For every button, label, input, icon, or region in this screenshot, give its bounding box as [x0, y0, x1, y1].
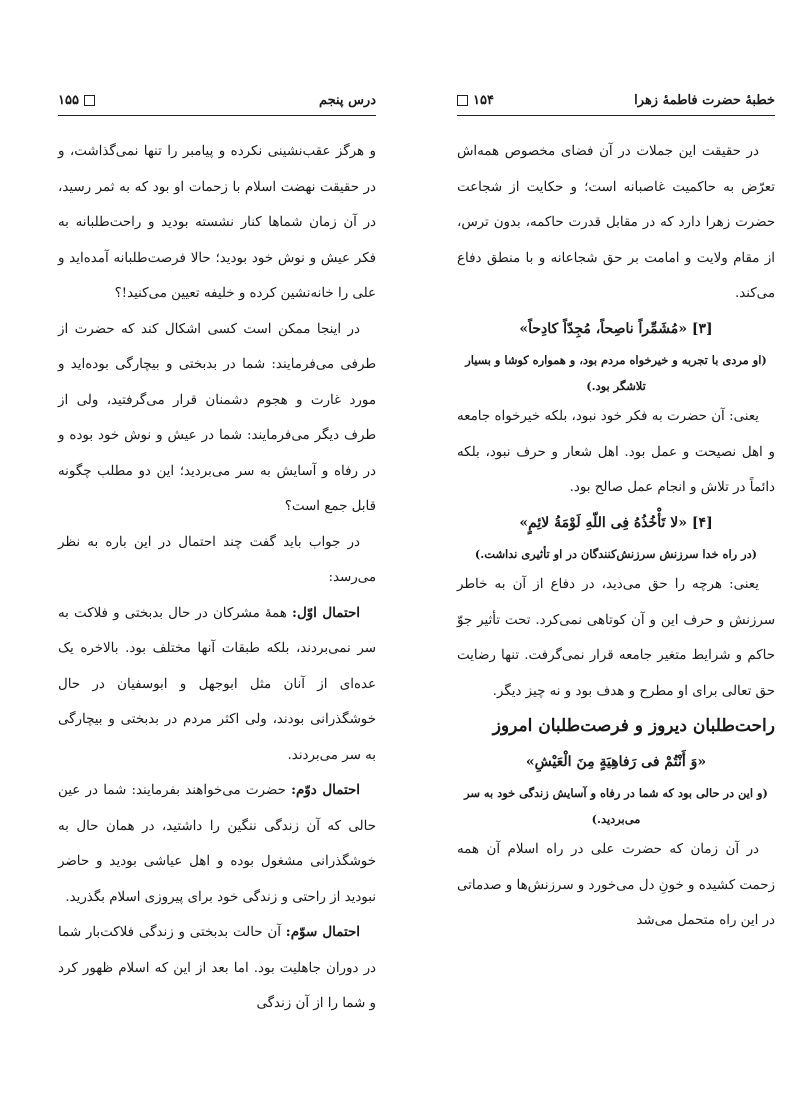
page-number-block: [58, 93, 95, 108]
quote-arabic: [۳] «مُشَمِّراً ناصِحاً، مُجِدّاً کادِحاً»: [519, 320, 713, 337]
term-label: احتمال سوّم:: [285, 924, 361, 940]
paragraph-text: همهٔ مشرکان در حال بدبختی و فلاکت به سر نمی‌بردند، بلکه طبقات آنها مختلف بود. بالاخره یک عده‌ای از آنان مثل ابوجهل و ابوسفیان در حال خوشگذرانی بودند، ولی اکثر مردم در بدبختی و بیچارگی به سر می‌بردند.: [58, 605, 376, 763]
quote-translation: (در راه خدا سرزنش سرزنش‌کنندگان در او تأثیری نداشت.): [474, 547, 758, 561]
paragraph: در حقیقت این جملات در آن فضای مخصوص همه‌اش تعرّض به حاکمیت غاصبانه است؛ و حکایت از شجاعت حضرت زهرا دارد که در مقابل قدرت حاکمه، بدون ترس، از مقام ولایت و امامت بر حق شجاعانه و با منطق دفاع می‌کند.: [457, 144, 775, 301]
paragraph-possibility-1: [58, 596, 376, 774]
quote-translation: (او مردی با تجربه و خیرخواه مردم بود، و همواره کوشا و بسیار تلاشگر بود.): [465, 353, 767, 393]
paragraph-text: حضرت می‌خواهند بفرمایند: شما در عین حالی که آن زندگی ننگین را داشتید، در همان حال به خوشگذرانی مشغول بوده و اهل عیاشی بودید و حاضر نبودید از راحتی و زندگی خود برای پیروزی اسلام بگذرید.: [58, 783, 376, 905]
paragraph-text: آن حالت بدبختی و زندگی فلاکت‌بار شما در دوران جاهلیت بود. اما بعد از این که اسلام ظهور کرد و شما را از آن زندگی: [58, 925, 376, 1011]
page-number: ۱۵۵: [58, 92, 79, 108]
page-number-block: [457, 93, 494, 108]
page-154: [457, 88, 775, 1078]
paragraph: یعنی: هرچه را حق می‌دید، در دفاع از آن به خاطر سرزنش و حرف این و آن کوتاهی نمی‌کرد. تحت تأثیر جوّ حاکم و شرایط متغیر جامعه قرار نمی‌گرفت. تنها رضایت حق تعالی برای او مطرح و هدف بود و نه چیز دیگر.: [457, 577, 775, 699]
paragraph-possibility-2: [58, 773, 376, 915]
running-title: درس پنجم: [318, 92, 376, 108]
paragraph: در جواب باید گفت چند احتمال در این باره به نظر می‌رسد:: [58, 534, 376, 585]
quote-arabic: [۴] «لا تَأْخُذُهُ فِی اللّهِ لَوْمَةُ لائِمٍ»: [519, 514, 713, 531]
section-heading: راحت‌طلبان دیروز و فرصت‌طلبان امروز: [492, 716, 775, 736]
page-155: [58, 88, 376, 1078]
paragraph: در اینجا ممکن است کسی اشکال کند که حضرت از طرفی می‌فرمایند: شما در بدبختی و بیچارگی بوده‌اید و مورد غارت و هجوم دشمنان قرار می‌گرفتید، ولی از طرف دیگر می‌فرمایند: شما در عیش و نوش خود بوده و در رفاه و آسایش به سر می‌بردید؛ این دو مطلب چگونه قابل جمع است؟: [58, 321, 376, 514]
quote-translation: (و این در حالی بود که شما در رفاه و آسایش زندگی خود به سر می‌بردید.): [464, 786, 768, 826]
term-label: احتمال اوّل:: [292, 604, 360, 621]
running-title: خطبهٔ حضرت فاطمهٔ زهرا: [634, 92, 775, 108]
page-body: [457, 134, 775, 939]
term-label: احتمال دوّم:: [291, 782, 360, 798]
page-body: [58, 134, 376, 1022]
paragraph-possibility-3: [58, 915, 376, 1022]
square-ornament-icon: [457, 95, 468, 106]
page-header: [58, 88, 376, 116]
paragraph: یعنی: آن حضرت به فکر خود نبود، بلکه خیرخواه جامعه و اهل نصیحت و عمل بود. اهل شعار و حرف نبود، بلکه دائماً در تلاش و انجام عمل صالح بود.: [457, 409, 775, 495]
paragraph: در آن زمان که حضرت علی در راه اسلام آن همه زحمت کشیده و خونِ دل می‌خورد و سرزنش‌ها و صدماتی در این راه متحمل می‌شد: [457, 842, 775, 928]
square-ornament-icon: [84, 95, 95, 106]
paragraph: و هرگز عقب‌نشینی نکرده و پیامبر را تنها نمی‌گذاشت، و در حقیقت نهضت اسلام با زحمات او بود که به ثمر رسید، در آن زمان شماها کنار نشسته بودید و راحت‌طلبانه به فکر عیش و نوش خود بودید؛ حالا فرصت‌طلبانه آمده‌اید و علی را خانه‌نشین کرده و خلیفه تعیین می‌کنید!؟: [58, 144, 376, 301]
page-header: [457, 88, 775, 116]
quote-arabic: «وَ أَنْتُمْ فی رَفاهِیَةٍ مِنَ الْعَیْشِ»: [525, 753, 707, 770]
page-number: ۱۵۴: [473, 92, 494, 108]
